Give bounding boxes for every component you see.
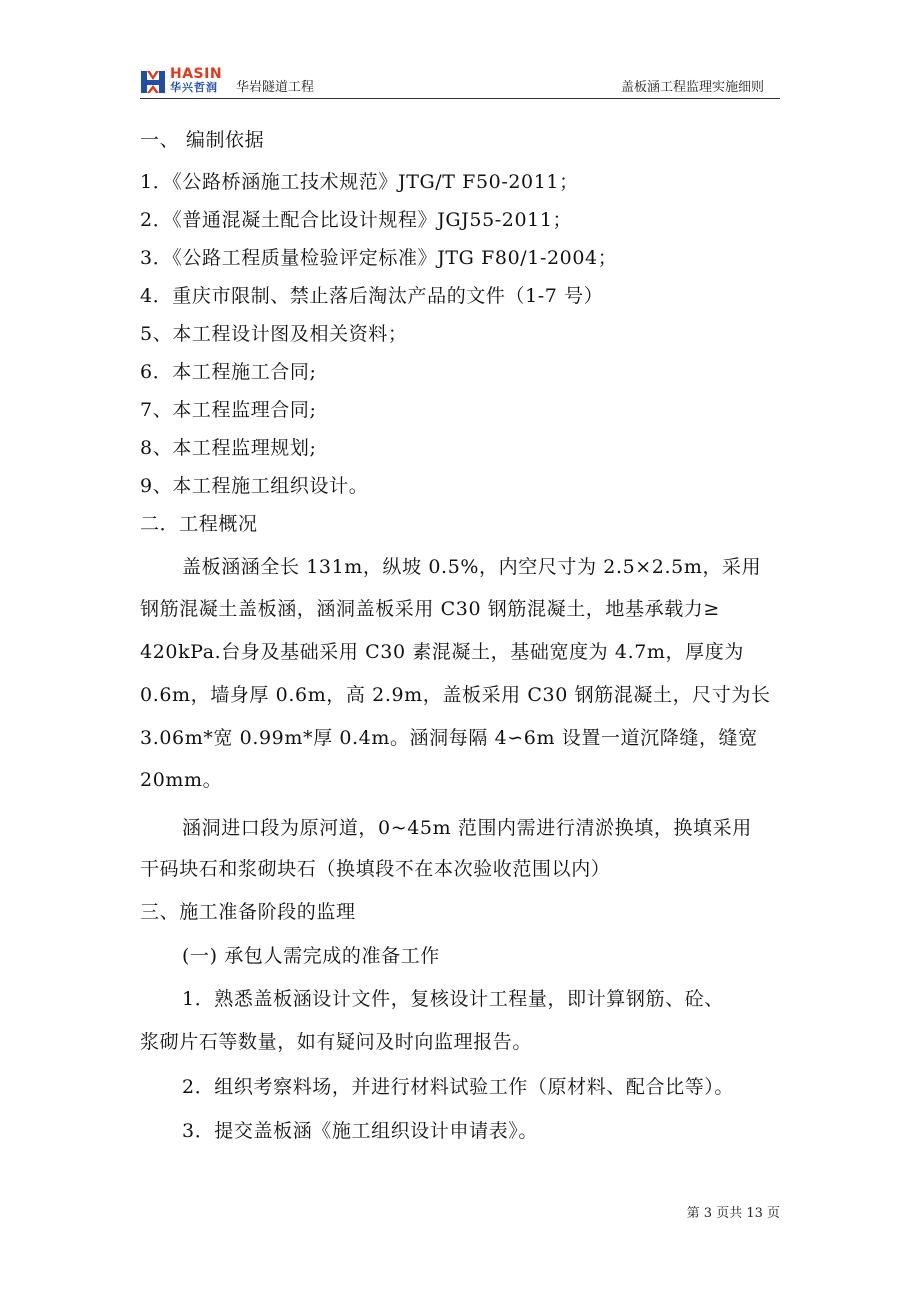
list-item: 3．《公路工程质量检验评定标准》JTG F80/1-2004； (140, 247, 618, 269)
subsection-heading: (一) 承包人需完成的准备工作 (182, 945, 440, 967)
paragraph-line: 0.6m，墙身厚 0.6m，高 2.9m，盖板采用 C30 钢筋混凝土，尺寸为长 (140, 684, 771, 706)
list-item: 4．重庆市限制、禁止落后淘汰产品的文件（1-7 号） (140, 285, 604, 307)
list-item: 7、本工程监理合同; (140, 399, 317, 421)
paragraph-line: 盖板涵涵全长 131m，纵坡 0.5%，内空尺寸为 2.5×2.5m，采用 (182, 556, 762, 578)
page-number: 第 3 页共 13 页 (686, 1206, 780, 1221)
hasin-logo-icon (140, 69, 166, 95)
page-header (140, 66, 780, 99)
company-logo (140, 66, 234, 96)
paragraph-line: 3．提交盖板涵《施工组织设计申请表》。 (182, 1120, 538, 1142)
section-heading-2: 二．工程概况 (140, 513, 258, 535)
list-item: 8、本工程监理规划; (140, 437, 317, 459)
list-item: 6．本工程施工合同; (140, 361, 317, 383)
paragraph-line: 钢筋混凝土盖板涵，涵洞盖板采用 C30 钢筋混凝土，地基承载力≥ (140, 598, 720, 620)
logo-text-en: HASIN (170, 66, 223, 82)
section-heading-1: 一、 编制依据 (140, 129, 265, 151)
paragraph-line: 20mm。 (140, 769, 223, 791)
company-name: 华岩隧道工程 (236, 80, 315, 95)
section-heading-3: 三、施工准备阶段的监理 (140, 901, 356, 923)
paragraph-line: 涵洞进口段为原河道，0~45m 范围内需进行清淤换填，换填采用 (182, 817, 752, 839)
paragraph-line: 3.06m*宽 0.99m*厚 0.4m。涵洞每隔 4∽6m 设置一道沉降缝，缝宽 (140, 727, 758, 749)
list-item: 1．《公路桥涵施工技术规范》JTG/T F50-2011； (140, 171, 579, 193)
paragraph-line: 浆砌片石等数量，如有疑问及时向监理报告。 (140, 1031, 533, 1053)
list-item: 2．《普通混凝土配合比设计规程》JGJ55-2011； (140, 209, 573, 231)
paragraph-line: 2．组织考察料场，并进行材料试验工作（原材料、配合比等）。 (182, 1076, 734, 1098)
logo-text-cn: 华兴哲润 (170, 81, 218, 94)
paragraph-line: 420kPa.台身及基础采用 C30 素混凝土，基础宽度为 4.7m，厚度为 (140, 641, 744, 663)
paragraph-line: 1．熟悉盖板涵设计文件，复核设计工程量，即计算钢筋、砼、 (182, 988, 724, 1010)
document-title: 盖板涵工程监理实施细则 (620, 80, 764, 95)
list-item: 5、本工程设计图及相关资料； (140, 323, 408, 345)
list-item: 9、本工程施工组织设计。 (140, 475, 369, 497)
paragraph-line: 干码块石和浆砌块石（换填段不在本次验收范围以内） (140, 858, 611, 880)
